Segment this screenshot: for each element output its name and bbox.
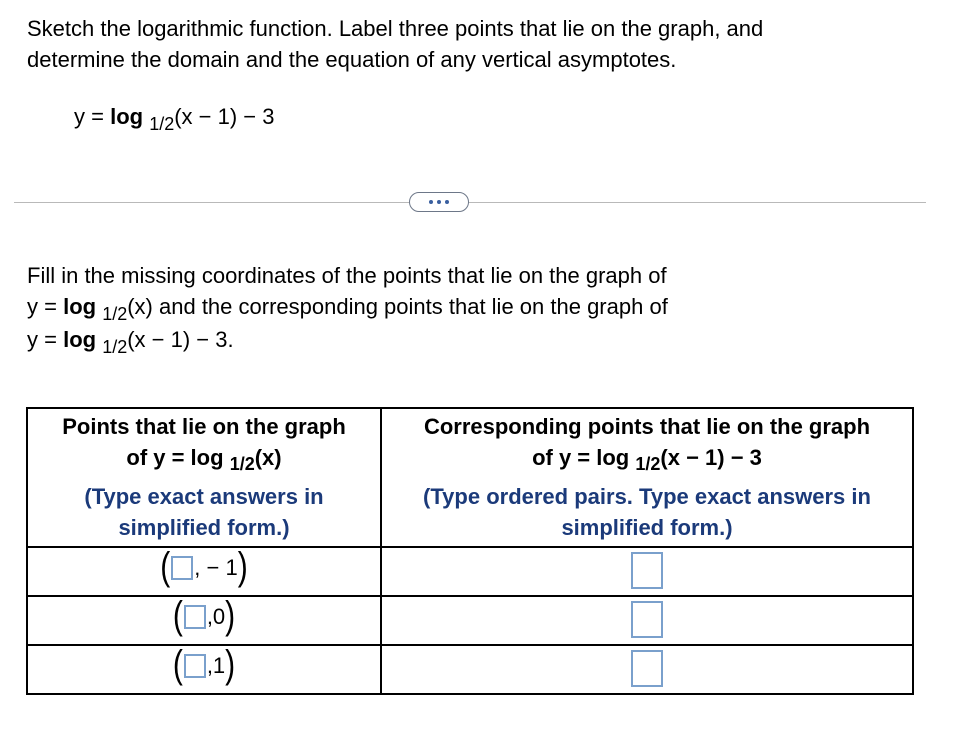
fill-in-line-3-base: 1/2 bbox=[102, 337, 128, 357]
x-coordinate-input[interactable] bbox=[171, 556, 193, 580]
table-row bbox=[27, 547, 913, 596]
col2-header-prefix: of y = log bbox=[532, 445, 630, 470]
col1-header-prefix: of y = log bbox=[126, 445, 224, 470]
col2-header bbox=[382, 409, 912, 475]
col2-header-base: 1/2 bbox=[635, 454, 661, 474]
corresponding-point-cell bbox=[381, 645, 913, 694]
col2-header-line-2 bbox=[382, 442, 912, 475]
col2-instruction-line-2: simplified form.) bbox=[561, 515, 733, 540]
table-row bbox=[27, 645, 913, 694]
fill-in-line-2-prefix: y = bbox=[27, 294, 64, 319]
point-cell bbox=[27, 645, 381, 694]
fill-in-line-2-log: log bbox=[63, 294, 97, 319]
col2-instruction bbox=[382, 481, 912, 543]
y-coordinate-value: ,0 bbox=[206, 604, 226, 629]
corresponding-point-cell bbox=[381, 596, 913, 645]
function-prefix: y = bbox=[74, 104, 111, 129]
col2-header-line-1: Corresponding points that lie on the graph bbox=[423, 414, 871, 439]
col1-header-rest: (x) bbox=[254, 445, 282, 470]
col1-header-line-1: Points that lie on the graph bbox=[62, 414, 346, 439]
fill-in-line-1: Fill in the missing coordinates of the points that lie on the graph of bbox=[27, 263, 667, 288]
col1-header bbox=[28, 409, 380, 475]
fill-in-line-2 bbox=[27, 291, 827, 324]
table-row bbox=[27, 596, 913, 645]
col1-header-cell bbox=[27, 408, 381, 547]
dot-icon bbox=[429, 200, 433, 204]
fill-in-line-3-prefix: y = bbox=[27, 327, 64, 352]
question-line-2: determine the domain and the equation of any vertical asymptotes. bbox=[27, 47, 677, 72]
fill-in-line-3-log: log bbox=[63, 327, 97, 352]
coordinate-pair: ( ,0 ) bbox=[172, 594, 236, 638]
function-equation bbox=[74, 104, 275, 134]
coordinate-pair: ( , − 1 ) bbox=[160, 545, 248, 589]
ordered-pair-input[interactable] bbox=[631, 552, 663, 589]
ordered-pair-input[interactable] bbox=[631, 601, 663, 638]
points-table bbox=[26, 407, 914, 695]
point-cell bbox=[27, 547, 381, 596]
col2-instruction-line-1: (Type ordered pairs. Type exact answers in bbox=[423, 484, 871, 509]
more-options-button[interactable] bbox=[409, 192, 469, 212]
x-coordinate-input[interactable] bbox=[184, 654, 206, 678]
dot-icon bbox=[437, 200, 441, 204]
y-coordinate-value: ,1 bbox=[206, 653, 226, 678]
col2-header-cell bbox=[381, 408, 913, 547]
corresponding-point-cell bbox=[381, 547, 913, 596]
col1-instruction-line-2: simplified form.) bbox=[118, 515, 290, 540]
y-coordinate-value: , − 1 bbox=[194, 555, 238, 580]
col1-header-base: 1/2 bbox=[229, 454, 255, 474]
x-coordinate-input[interactable] bbox=[184, 605, 206, 629]
fill-in-line-2-rest: (x) and the corresponding points that lie on the graph of bbox=[127, 294, 668, 319]
col1-instruction bbox=[28, 481, 380, 543]
question-line-1: Sketch the logarithmic function. Label three points that lie on the graph, and bbox=[27, 16, 764, 41]
function-log: log bbox=[110, 104, 144, 129]
function-base: 1/2 bbox=[149, 114, 175, 134]
point-cell bbox=[27, 596, 381, 645]
col1-header-line-2 bbox=[28, 442, 380, 475]
fill-in-line-2-base: 1/2 bbox=[102, 304, 128, 324]
fill-in-instructions bbox=[27, 260, 827, 357]
col2-header-rest: (x − 1) − 3 bbox=[660, 445, 762, 470]
fill-in-line-3-rest: (x − 1) − 3. bbox=[127, 327, 234, 352]
coordinate-pair: ( ,1 ) bbox=[172, 643, 236, 687]
fill-in-line-3 bbox=[27, 324, 827, 357]
function-argument: (x − 1) − 3 bbox=[174, 104, 275, 129]
section-divider bbox=[14, 202, 926, 203]
ordered-pair-input[interactable] bbox=[631, 650, 663, 687]
question-text bbox=[27, 13, 927, 75]
col1-instruction-line-1: (Type exact answers in bbox=[84, 484, 324, 509]
dot-icon bbox=[445, 200, 449, 204]
